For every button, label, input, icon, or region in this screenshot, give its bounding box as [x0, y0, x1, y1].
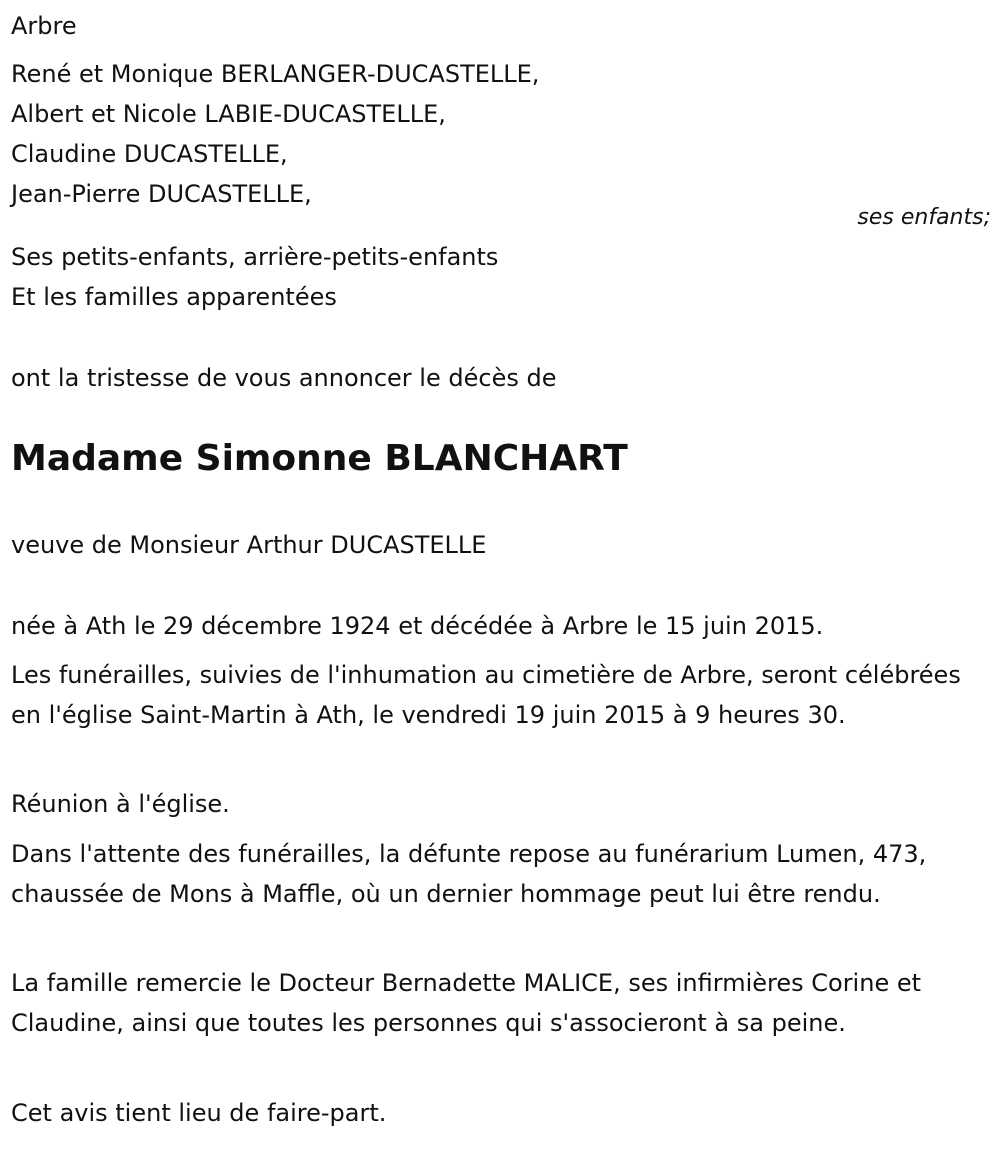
meeting-paragraph: Réunion à l'église.: [11, 790, 230, 818]
thanks-paragraph: La famille remercie le Docteur Bernadette MALICE, ses infirmières Corine et Claudine, ainsi que toutes les personnes qui s'associeront à sa peine.: [11, 969, 922, 1037]
funerarium-paragraph: Dans l'attente des funérailles, la défunte repose au funérarium Lumen, 473, chaussée de Mons à Maffle, où un dernier hommage peut lui être rendu.: [11, 840, 927, 908]
birth-death-paragraph: née à Ath le 29 décembre 1924 et décédée à Arbre le 15 juin 2015.: [11, 612, 824, 640]
child-entry: Albert et Nicole LABIE-DUCASTELLE,: [11, 100, 446, 128]
announcement-text: ont la tristesse de vous annoncer le décès de: [11, 364, 557, 392]
children-role-label: ses enfants;: [857, 205, 991, 230]
deceased-name: Madame Simonne BLANCHART: [11, 438, 628, 479]
child-entry: René et Monique BERLANGER-DUCASTELLE,: [11, 60, 540, 88]
town-name: Arbre: [11, 12, 77, 40]
funeral-paragraph: Les funérailles, suivies de l'inhumation au cimetière de Arbre, seront célébrées en l'église Saint-Martin à Ath, le vendredi 19 juin 2015 à 9 heures 30.: [11, 661, 961, 729]
closing-paragraph: Cet avis tient lieu de faire-part.: [11, 1099, 387, 1127]
relatives-entry: Et les familles apparentées: [11, 283, 337, 311]
children-list: [11, 54, 539, 214]
child-entry: Claudine DUCASTELLE,: [11, 140, 288, 168]
child-entry: Jean-Pierre DUCASTELLE,: [11, 180, 312, 208]
relatives-entry: Ses petits-enfants, arrière-petits-enfants: [11, 243, 499, 271]
relatives-list: [11, 237, 498, 317]
spouse-line: veuve de Monsieur Arthur DUCASTELLE: [11, 531, 487, 559]
